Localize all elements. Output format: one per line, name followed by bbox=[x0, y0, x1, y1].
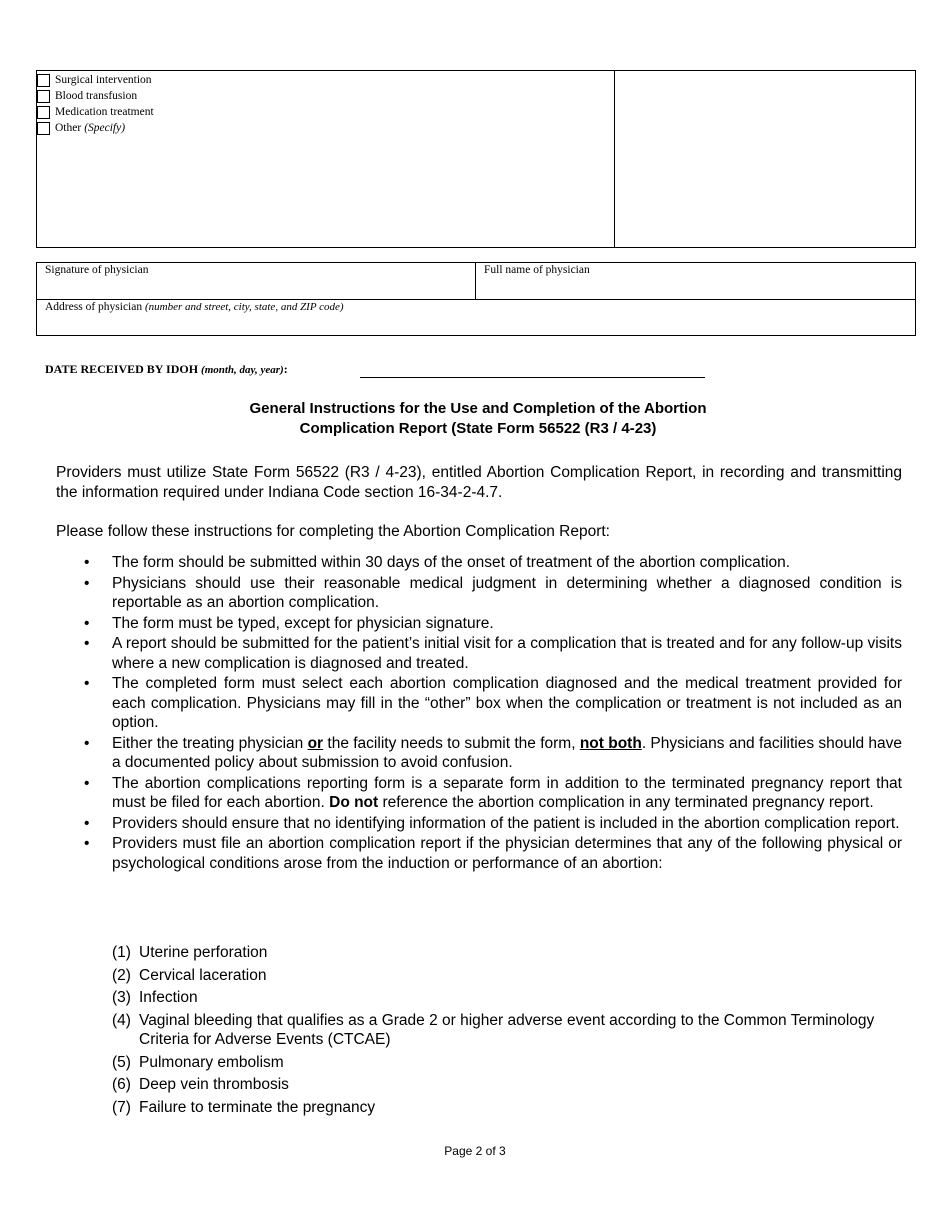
emphasis-do-not: Do not bbox=[329, 794, 379, 811]
list-item bbox=[56, 734, 902, 773]
list-item bbox=[56, 834, 902, 873]
bullet-dot: • bbox=[84, 814, 90, 832]
option-label: Surgical intervention bbox=[55, 74, 152, 86]
bullet-text: The form should be submitted within 30 days of the onset of treatment of the abortion complication. bbox=[112, 554, 791, 571]
bullet-dot: • bbox=[84, 835, 90, 852]
list-item bbox=[112, 943, 902, 963]
conditions-list bbox=[112, 943, 902, 1120]
condition-text: Pulmonary embolism bbox=[139, 1053, 284, 1071]
bullet-text: The completed form must select each abortion complication diagnosed and the medical treatment provided for each complication. Physicians may fill in the “other” box when the complication or treatment is not included as an option. bbox=[112, 675, 902, 731]
signature-field[interactable] bbox=[37, 263, 476, 299]
list-item bbox=[56, 553, 902, 573]
checkbox-other[interactable] bbox=[37, 122, 50, 135]
physician-box bbox=[36, 262, 916, 336]
condition-text: Deep vein thrombosis bbox=[139, 1076, 289, 1093]
bullet-text: A report should be submitted for the patient’s initial visit for a complication that is treated and for any follow-up visits where a new complication is diagnosed and treated. bbox=[112, 635, 902, 672]
list-item bbox=[112, 1075, 902, 1095]
treatment-option-other[interactable] bbox=[37, 120, 154, 136]
condition-text: Failure to terminate the pregnancy bbox=[139, 1098, 376, 1116]
treatment-options-cell bbox=[37, 71, 615, 247]
condition-text: Cervical laceration bbox=[139, 966, 267, 984]
date-received-note: (month, day, year) bbox=[201, 364, 284, 376]
date-received-label bbox=[45, 362, 288, 377]
emphasis-not-both: not both bbox=[579, 734, 642, 752]
full-name-field[interactable] bbox=[476, 263, 915, 301]
treatment-option-transfusion[interactable] bbox=[37, 88, 154, 104]
title-line-1: General Instructions for the Use and Completion of the Abortion bbox=[249, 400, 707, 417]
list-item bbox=[56, 674, 902, 733]
address-label: Address of physician bbox=[45, 301, 143, 313]
checkbox-transfusion[interactable] bbox=[37, 90, 50, 103]
date-received-colon: : bbox=[283, 362, 288, 376]
bullet-text: Physicians should use their reasonable medical judgment in determining whether a diagnosed condition is reportable as an abortion complication. bbox=[112, 574, 902, 611]
bullet-text-b: reference the abortion complication in any terminated pregnancy report. bbox=[378, 794, 874, 811]
option-label: Blood transfusion bbox=[55, 90, 138, 102]
bullet-dot: • bbox=[84, 635, 90, 652]
condition-number: (5) bbox=[112, 1053, 131, 1071]
condition-number: (4) bbox=[112, 1011, 131, 1029]
condition-number: (3) bbox=[112, 989, 131, 1006]
condition-number: (7) bbox=[112, 1098, 131, 1116]
treatment-options-list bbox=[37, 72, 154, 136]
emphasis-or: or bbox=[307, 734, 324, 752]
bullet-text-a: Either the treating physician bbox=[112, 734, 308, 752]
bullet-text-c: . Physicians and facilities should have a documented policy about submission to avoid confusion. bbox=[112, 734, 903, 771]
instructions-title bbox=[140, 399, 816, 439]
address-field[interactable] bbox=[37, 300, 915, 335]
checkbox-surgical[interactable] bbox=[37, 74, 50, 87]
bullet-dot: • bbox=[84, 675, 90, 692]
condition-text: Infection bbox=[139, 989, 198, 1006]
condition-number: (6) bbox=[112, 1076, 131, 1093]
list-item bbox=[112, 1011, 902, 1050]
treatment-option-surgical[interactable] bbox=[37, 72, 154, 88]
bullet-dot: • bbox=[84, 554, 90, 571]
option-label: Other bbox=[55, 122, 82, 134]
address-note: (number and street, city, state, and ZIP code) bbox=[144, 301, 344, 313]
follow-paragraph: Please follow these instructions for completing the Abortion Complication Report: bbox=[56, 523, 610, 540]
bullet-text-a: The abortion complications reporting form is a separate form in addition to the terminated pregnancy report that must be filed for each abortion. bbox=[112, 774, 902, 811]
bullet-text: The form must be typed, except for physician signature. bbox=[112, 614, 494, 632]
bullet-dot: • bbox=[84, 614, 90, 632]
option-note: (Specify) bbox=[84, 122, 126, 134]
treatment-box bbox=[36, 70, 916, 248]
checkbox-medication[interactable] bbox=[37, 106, 50, 119]
condition-text: Vaginal bleeding that qualifies as a Grade 2 or higher adverse event according to the Common Terminology Criteria for Adverse Events (CTCAE) bbox=[139, 1011, 875, 1048]
bullet-dot: • bbox=[84, 734, 90, 752]
bullet-dot: • bbox=[84, 574, 90, 592]
option-label: Medication treatment bbox=[55, 106, 154, 118]
treatment-specify-field[interactable] bbox=[615, 71, 915, 247]
condition-number: (1) bbox=[112, 944, 131, 961]
instruction-bullets bbox=[56, 553, 902, 874]
list-item bbox=[112, 1053, 902, 1073]
list-item bbox=[56, 574, 902, 613]
condition-text: Uterine perforation bbox=[139, 944, 268, 961]
bullet-text-b: the facility needs to submit the form, bbox=[323, 734, 580, 752]
list-item bbox=[112, 988, 902, 1008]
signature-label: Signature of physician bbox=[45, 264, 149, 276]
list-item bbox=[56, 814, 902, 834]
full-name-label: Full name of physician bbox=[484, 264, 590, 276]
list-item bbox=[56, 634, 902, 673]
physician-top-row bbox=[37, 263, 915, 300]
title-line-2: Complication Report (State Form 56522 (R3 / 4-23) bbox=[299, 420, 657, 437]
bullet-text: Providers should ensure that no identifying information of the patient is included in the abortion complication report. bbox=[112, 814, 900, 832]
bullet-dot: • bbox=[84, 774, 90, 792]
condition-number: (2) bbox=[112, 966, 131, 984]
list-item bbox=[112, 1098, 902, 1118]
list-item bbox=[56, 774, 902, 813]
intro-paragraph: Providers must utilize State Form 56522 (R3 / 4-23), entitled Abortion Complication Report, in recording and transmitting the information required under Indiana Code section 16-34-2-4.7. bbox=[56, 464, 902, 501]
list-item bbox=[112, 966, 902, 986]
treatment-option-medication[interactable] bbox=[37, 104, 154, 120]
date-received-text: DATE RECEIVED BY IDOH bbox=[45, 362, 199, 376]
list-item bbox=[56, 614, 902, 634]
page-number: Page 2 of 3 bbox=[444, 1144, 506, 1158]
bullet-text: Providers must file an abortion complication report if the physician determines that any of the following physical or psychological conditions arose from the induction or performance of an abortion: bbox=[112, 835, 902, 872]
date-received-line[interactable] bbox=[360, 377, 705, 378]
